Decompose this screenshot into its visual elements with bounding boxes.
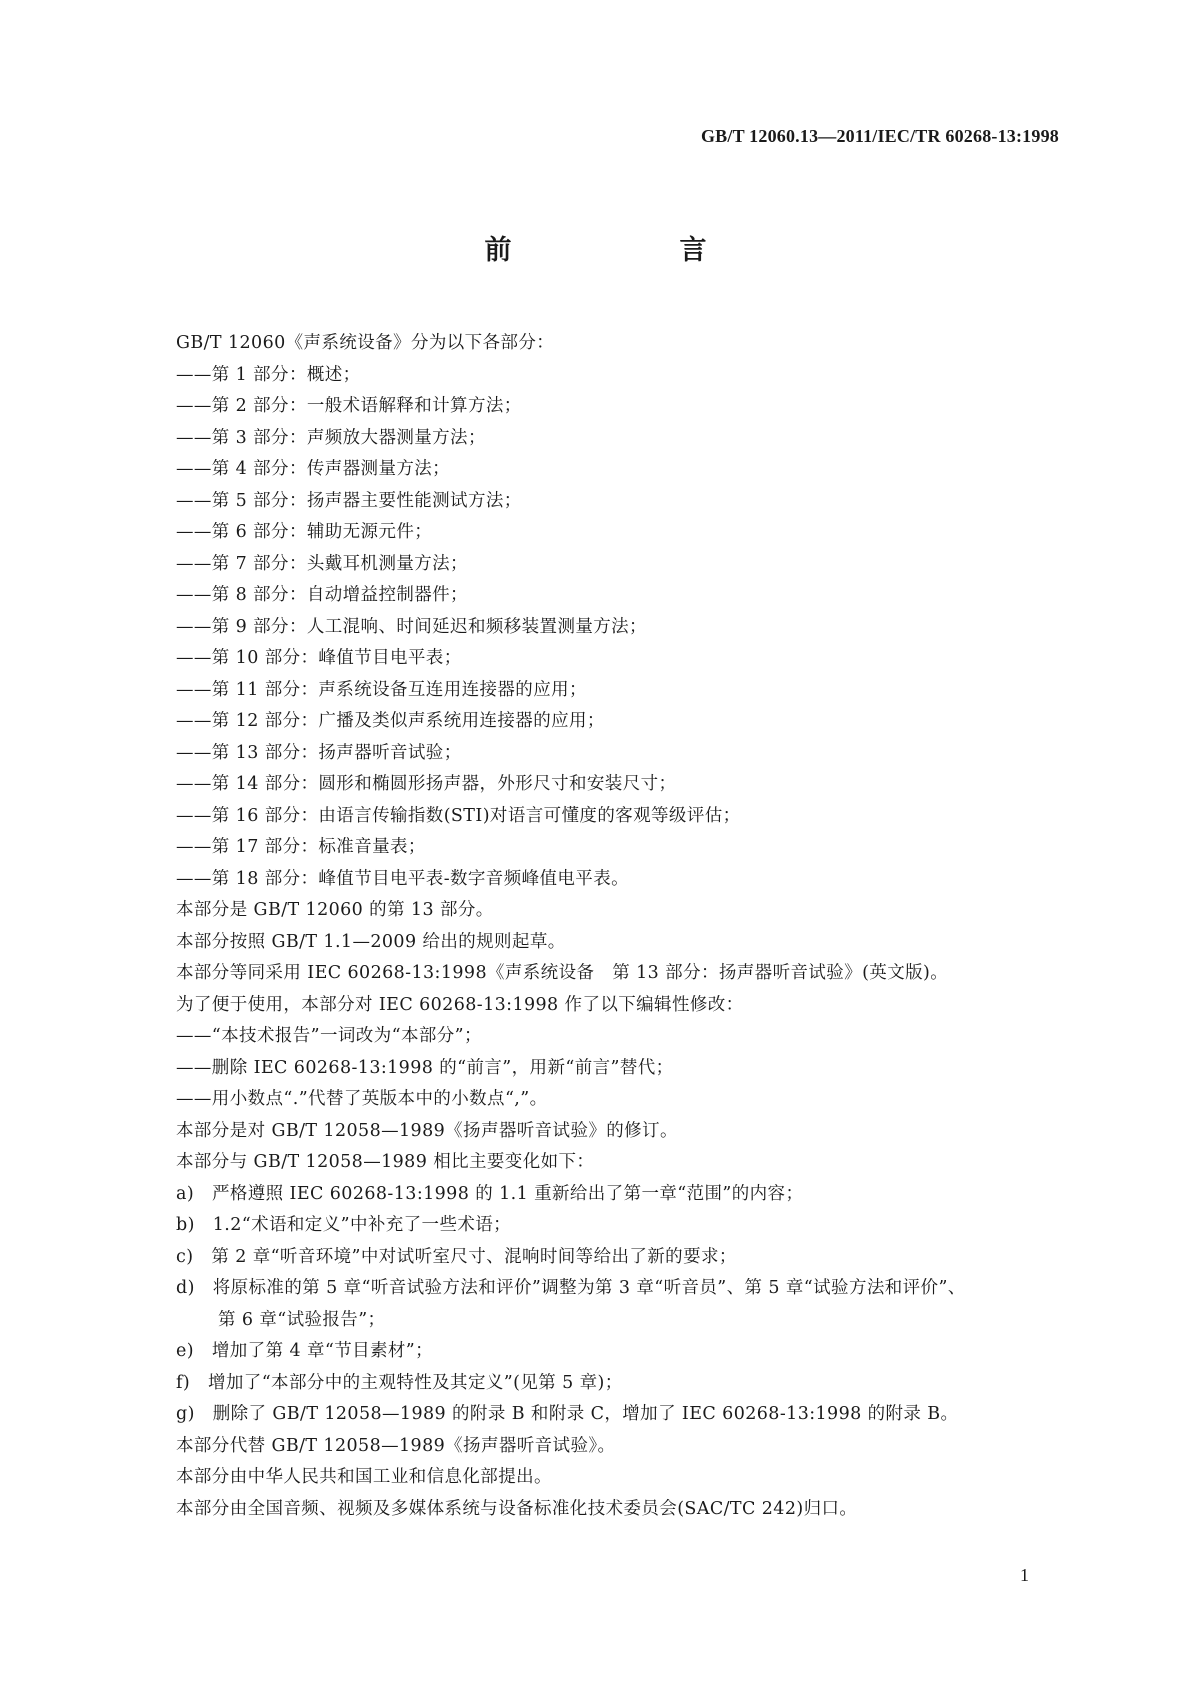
text-line: ——第 14 部分：圆形和椭圆形扬声器，外形尺寸和安装尺寸； <box>176 774 677 794</box>
foreword-body <box>176 328 1076 1525</box>
text-line: f) 增加了“本部分中的主观特性及其定义”(见第 5 章)； <box>176 1372 623 1393</box>
text-line: ——第 10 部分：峰值节目电平表； <box>176 648 462 668</box>
text-line: 本部分按照 GB/T 1.1—2009 给出的规则起草。 <box>176 931 566 952</box>
text-line: 本部分由全国音频、视频及多媒体系统与设备标准化技术委员会(SAC/TC 242)归口。 <box>176 1498 858 1519</box>
text-line: a) 严格遵照 IEC 60268-13:1998 的 1.1 重新给出了第一章“范围”的内容； <box>176 1183 804 1204</box>
text-line: b) 1.2“术语和定义”中补充了一些术语； <box>176 1215 512 1235</box>
text-line: c) 第 2 章“听音环境”中对试听室尺寸、混响时间等给出了新的要求； <box>176 1246 737 1267</box>
text-line: ——第 3 部分：声频放大器测量方法； <box>176 427 486 448</box>
text-line: ——“本技术报告”一词改为“本部分”； <box>176 1026 482 1046</box>
text-line: e) 增加了第 4 章“节目素材”； <box>176 1341 434 1361</box>
text-line: d) 将原标准的第 5 章“听音试验方法和评价”调整为第 3 章“听音员”、第 5 章“试验方法和评价”、 <box>176 1278 966 1298</box>
text-line: 本部分由中华人民共和国工业和信息化部提出。 <box>176 1467 552 1487</box>
text-line: ——第 12 部分：广播及类似声系统用连接器的应用； <box>176 711 605 731</box>
text-line: ——第 7 部分：头戴耳机测量方法； <box>176 553 468 574</box>
text-line: g) 删除了 GB/T 12058—1989 的附录 B 和附录 C，增加了 IEC 60268-13:1998 的附录 B。 <box>176 1404 959 1424</box>
text-line: 本部分是对 GB/T 12058—1989《扬声器听音试验》的修订。 <box>176 1120 678 1141</box>
standard-number-header: GB/T 12060.13—2011/IEC/TR 60268-13:1998 <box>700 126 1059 146</box>
text-line: ——第 17 部分：标准音量表； <box>176 837 426 857</box>
text-line: 为了便于使用，本部分对 IEC 60268-13:1998 作了以下编辑性修改： <box>176 994 744 1015</box>
text-line: 本部分与 GB/T 12058—1989 相比主要变化如下： <box>176 1152 595 1172</box>
text-line: ——第 2 部分：一般术语解释和计算方法； <box>176 396 522 416</box>
text-line: ——用小数点“.”代替了英版本中的小数点“,”。 <box>176 1089 548 1109</box>
text-line: ——第 18 部分：峰值节目电平表-数字音频峰值电平表。 <box>176 868 630 889</box>
page-title: 前 言 <box>484 235 745 266</box>
text-line: ——第 9 部分：人工混响、时间延迟和频移装置测量方法； <box>176 616 647 637</box>
text-line: 第 6 章“试验报告”； <box>218 1309 386 1330</box>
text-line: ——第 16 部分：由语言传输指数(STI)对语言可懂度的客观等级评估； <box>176 805 741 826</box>
text-line: 本部分代替 GB/T 12058—1989《扬声器听音试验》。 <box>176 1435 616 1456</box>
text-line: ——第 1 部分：概述； <box>176 364 361 385</box>
text-line: 本部分是 GB/T 12060 的第 13 部分。 <box>176 900 494 920</box>
text-line: ——第 8 部分：自动增益控制器件； <box>176 585 468 605</box>
text-line: ——第 13 部分：扬声器听音试验； <box>176 742 462 763</box>
text-line: ——第 6 部分：辅助无源元件； <box>176 522 433 542</box>
text-line: 本部分等同采用 IEC 60268-13:1998《声系统设备 第 13 部分：扬声器听音试验》(英文版)。 <box>176 963 949 983</box>
text-line: ——删除 IEC 60268-13:1998 的“前言”，用新“前言”替代； <box>176 1057 674 1078</box>
text-line: GB/T 12060《声系统设备》分为以下各部分： <box>176 333 555 353</box>
text-line: ——第 11 部分：声系统设备互连用连接器的应用； <box>176 679 587 700</box>
page-number: 1 <box>1020 1565 1029 1585</box>
text-line: ——第 4 部分：传声器测量方法； <box>176 459 451 479</box>
text-line: ——第 5 部分：扬声器主要性能测试方法； <box>176 490 522 511</box>
